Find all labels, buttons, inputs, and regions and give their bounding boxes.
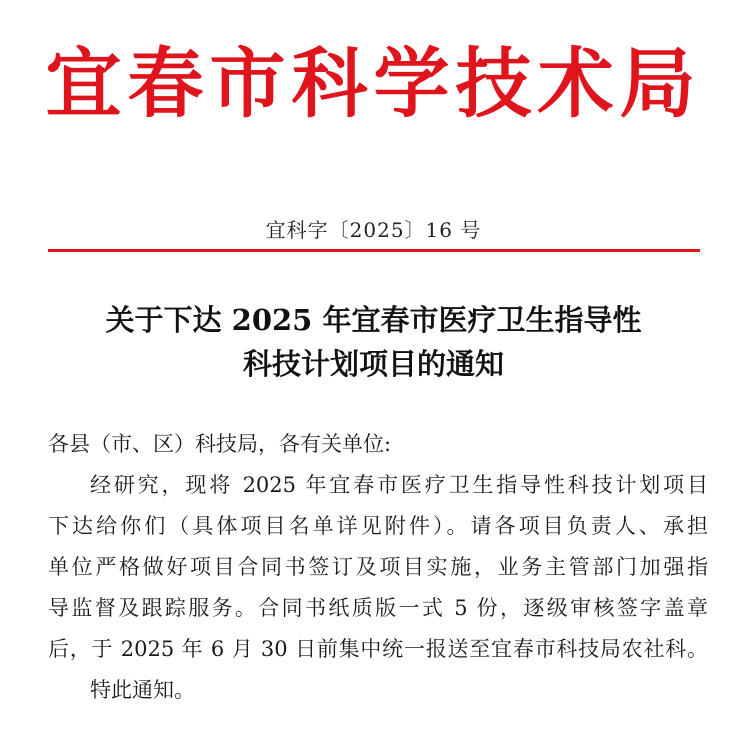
document-title-line-2: 科技计划项目的通知 [242, 347, 504, 381]
paragraph-line-4: 导监督及跟踪服务。合同书纸质版一式 5 份，逐级审核签字盖章 [48, 596, 708, 620]
closing-line: 特此通知。 [90, 678, 195, 702]
document-title-line-1: 关于下达 2025 年宜春市医疗卫生指导性 [105, 303, 642, 337]
agency-header-title: 宜春市科学技术局 [45, 39, 702, 128]
paragraph-line-2: 下达给你们（具体项目名单详见附件）。请各项目负责人、承担 [48, 514, 708, 538]
document-body [48, 424, 708, 711]
red-divider-line [48, 249, 700, 252]
salutation: 各县（市、区）科技局，各有关单位: [48, 432, 392, 456]
paragraph-line-3: 单位严格做好项目合同书签订及项目实施，业务主管部门加强指 [48, 555, 708, 579]
paragraph-line-1: 经研究，现将 2025 年宜春市医疗卫生指导性科技计划项目 [90, 473, 708, 497]
paragraph-line-5: 后，于 2025 年 6 月 30 日前集中统一报送至宜春市科技局农社科。 [48, 637, 708, 661]
document-number: 宜科字〔2025〕16 号 [265, 218, 482, 242]
document-title [0, 298, 747, 386]
